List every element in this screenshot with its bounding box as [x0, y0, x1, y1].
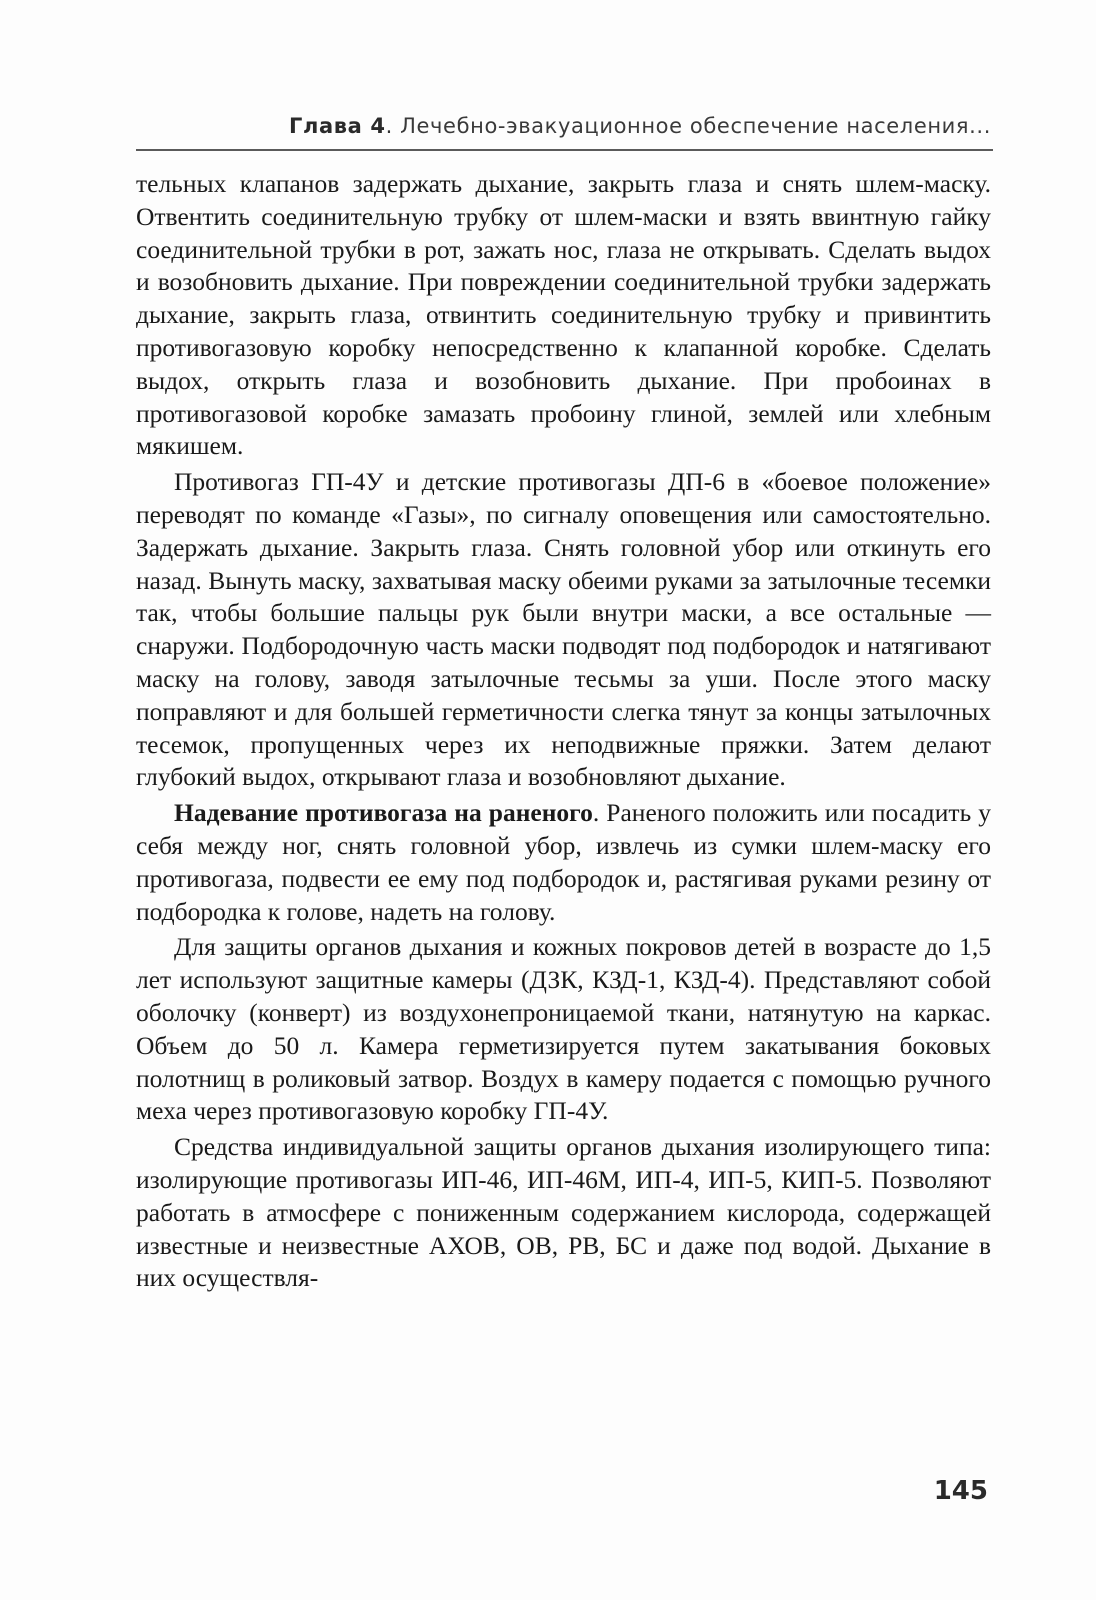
chapter-title: Лечебно-эвакуационное обеспечение населения... [400, 114, 991, 138]
running-head-separator: . [385, 114, 401, 138]
header-rule [136, 149, 993, 151]
chapter-label: Глава 4 [289, 114, 386, 138]
paragraph [136, 466, 991, 794]
paragraph-text: Средства индивидуальной защиты органов дыхания изолирующего типа: изолирующие противогазы ИП-46, ИП-46М, ИП-4, ИП-5, КИП-5. Позволяют работать в атмосфере с пониженным содержанием кислорода, содержащей известные и неизвестные АХОВ, ОВ, РВ, БС и даже под водой. Дыхание в них осуществля- [136, 1132, 991, 1293]
paragraph-text: . Раненого положить или посадить у себя между ног, снять головной убор, извлечь из сумки шлем-маску его противогаза, подвести ее ему под подбородок и, растягивая руками резину от подбородка к голове, надеть на голову. [136, 798, 991, 926]
paragraph-text: тельных клапанов задержать дыхание, закрыть глаза и снять шлем-маску. Отвентить соединительную трубку от шлем-маски и взять ввинтную гайку соединительной трубки в рот, зажать нос, глаза не открывать. Сделать выдох и возобновить дыхание. При повреждении соединительной трубки задержать дыхание, закрыть глаза, отвинтить соединительную трубку и привинтить противогазовую коробку непосредственно к клапанной коробке. Сделать выдох, открыть глаза и возобновить дыхание. При пробоинах в противогазовой коробке замазать пробоину глиной, землей или хлебным мякишем. [136, 169, 991, 461]
paragraph-text: Противогаз ГП-4У и детские противогазы ДП-6 в «боевое положение» переводят по команде «Газы», по сигналу оповещения или самостоятельно. Задержать дыхание. Закрыть глаза. Снять головной убор или откинуть его назад. Вынуть маску, захватывая маску обеими руками за затылочные тесемки так, чтобы большие пальцы рук были внутри маски, а все остальные — снаружи. Подбородочную часть маски подводят под подбородок и натягивают маску на голову, заводя затылочные тесьмы за уши. После этого маску поправляют и для большей герметичности слегка тянут за концы затылочных тесемок, пропущенных через их неподвижные пряжки. Затем делают глубокий выдох, открывают глаза и возобновляют дыхание. [136, 467, 991, 792]
body-text [136, 168, 991, 1295]
paragraph [136, 1131, 991, 1295]
paragraph-text: Для защиты органов дыхания и кожных покровов детей в возрасте до 1,5 лет используют защитные камеры (ДЗК, КЗД-1, КЗД-4). Представляют собой оболочку (конверт) из воздухонепроницаемой ткани, натянутую на каркас. Объем до 50 л. Камера герметизируется путем закатывания боковых полотнищ в роликовый затвор. Воздух в камеру подается с помощью ручного меха через противогазовую коробку ГП-4У. [136, 932, 991, 1126]
paragraph-lead-heading: Надевание противогаза на раненого [174, 798, 593, 828]
paragraph [136, 931, 991, 1128]
running-head [136, 114, 991, 146]
paragraph [136, 797, 991, 928]
paragraph [136, 168, 991, 463]
page-number: 145 [933, 1476, 988, 1506]
